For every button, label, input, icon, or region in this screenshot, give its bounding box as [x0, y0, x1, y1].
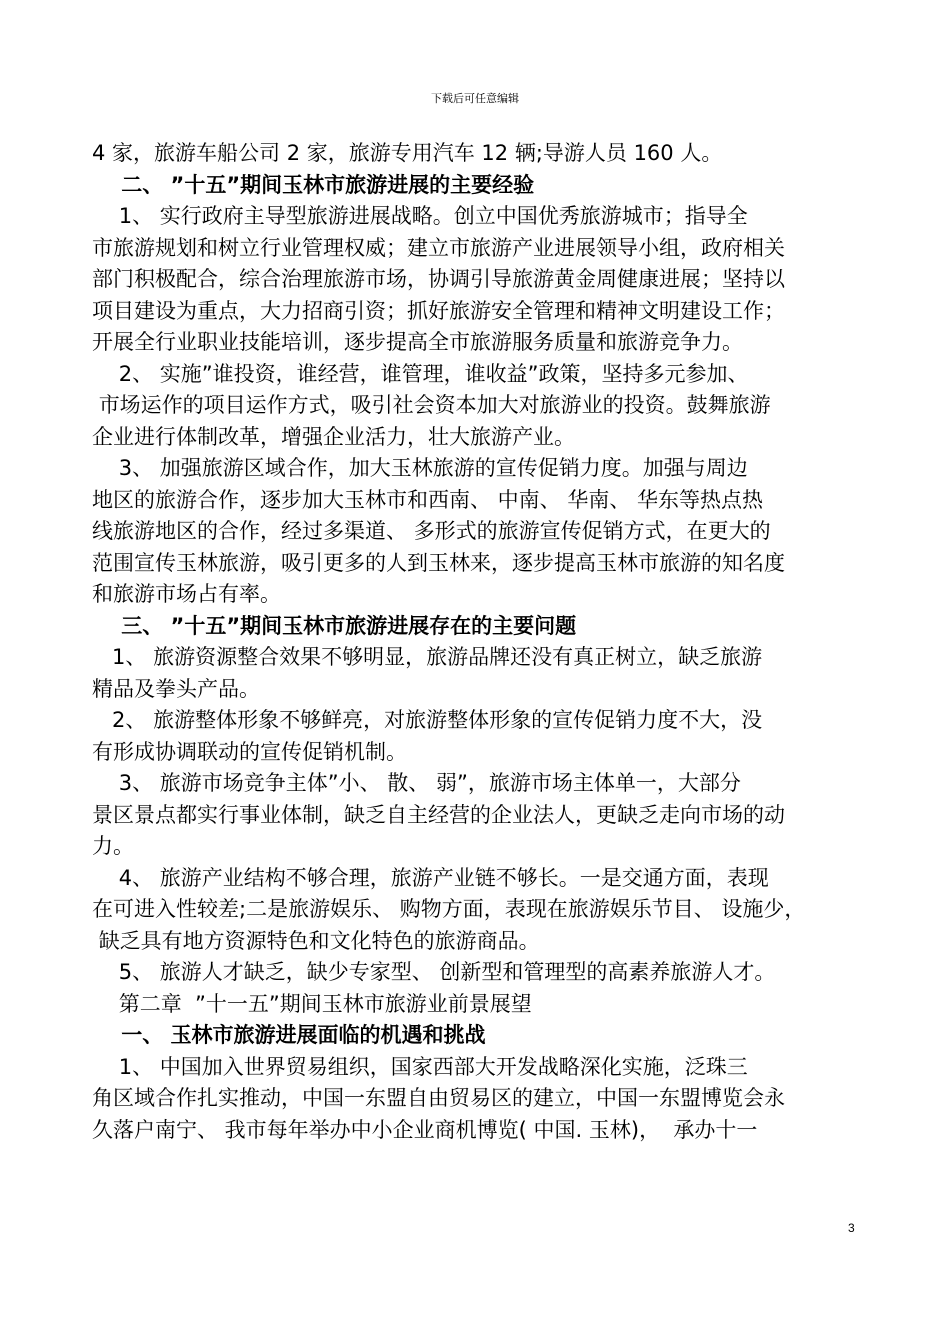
text-line: 地区的旅游合作，逐步加大玉林市和西南、 中南、 华南、 华东等热点热 [92, 487, 764, 512]
section-heading [92, 170, 872, 202]
paragraph [92, 957, 872, 989]
paragraph [92, 201, 872, 359]
section-heading [92, 1020, 872, 1052]
section-heading [92, 611, 872, 643]
text-line: 1、 旅游资源整合效果不够明显，旅游品牌还没有真正树立，缺乏旅游 [92, 645, 763, 669]
paragraph [92, 1052, 872, 1147]
text-line: 1、 中国加入世界贸易组织，国家西部大开发战略深化实施，泛珠三 [92, 1054, 748, 1079]
text-line: 久落户南宁、 我市每年举办中小企业商机博览( 中国. 玉林)， 承办十一 [92, 1117, 758, 1142]
text-line: 景区景点都实行事业体制，缺乏自主经营的企业法人，更缺乏走向市场的动 [92, 802, 785, 827]
text-line: 在可进入性较差;二是旅游娱乐、 购物方面，表现在旅游娱乐节目、 设施少， [92, 897, 806, 921]
text-line: 精品及拳头产品。 [92, 676, 260, 701]
paragraph [92, 768, 872, 863]
text-line: 5、 旅游人才缺乏，缺少专家型、 创新型和管理型的高素养旅游人才。 [92, 960, 776, 984]
text-line: 企业进行体制改革，增强企业活力，壮大旅游产业。 [92, 424, 575, 449]
paragraph [92, 705, 872, 768]
paragraph [92, 989, 872, 1021]
text-line: 1、 实行政府主导型旅游进展战略。创立中国优秀旅游城市；指导全 [92, 204, 748, 228]
text-line: 部门积极配合，综合治理旅游市场，协调引导旅游黄金周健康进展；坚持以 [92, 267, 785, 291]
text-line: 市旅游规划和树立行业管理权威；建立市旅游产业进展领导小组，政府相关 [92, 235, 785, 260]
text-line: 范围宣传玉林旅游，吸引更多的人到玉林来，逐步提高玉林市旅游的知名度 [92, 550, 785, 575]
text-line: 缺乏具有地方资源特色和文化特色的旅游商品。 [92, 928, 540, 953]
text-line: 开展全行业职业技能培训，逐步提高全市旅游服务质量和旅游竞争力。 [92, 330, 743, 354]
text-line: 4、 旅游产业结构不够合理，旅游产业链不够长。一是交通方面，表现 [92, 865, 769, 890]
paragraph [92, 138, 872, 170]
text-line: 3、 加强旅游区域合作，加大玉林旅游的宣传促销力度。加强与周边 [92, 456, 748, 480]
paragraph [92, 863, 872, 958]
text-line: 二、 ”十五”期间玉林市旅游进展的主要经验 [92, 172, 535, 197]
text-line: 和旅游市场占有率。 [92, 582, 281, 606]
text-line: 力。 [92, 834, 134, 858]
text-line: 第二章 ”十一五”期间玉林市旅游业前景展望 [92, 991, 532, 1016]
text-line: 三、 ”十五”期间玉林市旅游进展存在的主要问题 [92, 613, 577, 638]
text-line: 3、 旅游市场竞争主体”小、 散、 弱”，旅游市场主体单一，大部分 [92, 771, 741, 795]
paragraph [92, 642, 872, 705]
text-line: 市场运作的项目运作方式，吸引社会资本加大对旅游业的投资。鼓舞旅游 [92, 393, 771, 417]
text-line: 线旅游地区的合作，经过多渠道、 多形式的旅游宣传促销方式，在更大的 [92, 519, 771, 543]
page-header: 下载后可任意编辑 [431, 92, 519, 105]
text-line: 有形成协调联动的宣传促销机制。 [92, 739, 407, 764]
paragraph [92, 453, 872, 611]
document-body [92, 138, 872, 1146]
text-line: 角区域合作扎实推动，中国一东盟自由贸易区的建立，中国一东盟博览会永 [92, 1086, 785, 1110]
page-number: 3 [848, 1221, 855, 1235]
paragraph [92, 359, 872, 454]
text-line: 4 家，旅游车船公司 2 家，旅游专用汽车 12 辆;导游人员 160 人。 [92, 141, 723, 165]
text-line: 2、 旅游整体形象不够鲜亮，对旅游整体形象的宣传促销力度不大，没 [92, 708, 763, 732]
text-line: 2、 实施”谁投资，谁经营，谁管理，谁收益”政策，坚持多元参加、 [92, 361, 749, 386]
text-line: 一、 玉林市旅游进展面临的机遇和挑战 [92, 1023, 486, 1047]
text-line: 项目建设为重点，大力招商引资；抓好旅游安全管理和精神文明建设工作； [92, 298, 785, 323]
